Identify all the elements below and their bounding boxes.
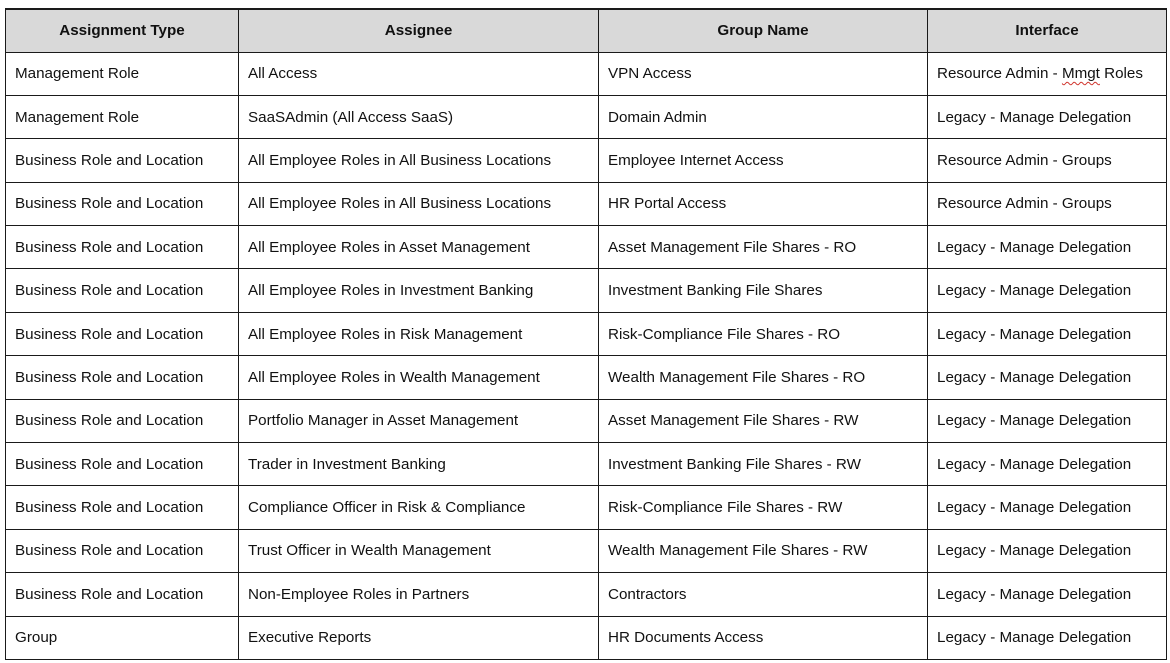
cell-interface: Legacy - Manage Delegation (928, 226, 1167, 269)
table-row (6, 443, 1167, 486)
cell-assignee: All Employee Roles in All Business Locations (239, 182, 599, 225)
cell-assignee: All Employee Roles in Wealth Management (239, 356, 599, 399)
cell-assignment-type: Business Role and Location (6, 312, 239, 355)
cell-assignment-type: Business Role and Location (6, 182, 239, 225)
cell-group-name: Domain Admin (599, 95, 928, 138)
cell-group-name: HR Documents Access (599, 616, 928, 659)
cell-interface: Legacy - Manage Delegation (928, 616, 1167, 659)
cell-group-name: Risk-Compliance File Shares - RO (599, 312, 928, 355)
cell-interface: Legacy - Manage Delegation (928, 529, 1167, 572)
cell-group-name: Contractors (599, 573, 928, 616)
cell-assignment-type: Business Role and Location (6, 139, 239, 182)
cell-assignee: All Employee Roles in Asset Management (239, 226, 599, 269)
cell-assignee: Executive Reports (239, 616, 599, 659)
cell-assignee: Non-Employee Roles in Partners (239, 573, 599, 616)
cell-interface: Resource Admin - Groups (928, 139, 1167, 182)
cell-assignee: All Employee Roles in Investment Banking (239, 269, 599, 312)
cell-assignee: All Employee Roles in All Business Locations (239, 139, 599, 182)
spellcheck-flagged-word: Mmgt (1061, 65, 1100, 83)
interface-suffix: Roles (1099, 65, 1143, 83)
cell-assignee: All Employee Roles in Risk Management (239, 312, 599, 355)
cell-interface: Legacy - Manage Delegation (928, 443, 1167, 486)
cell-group-name: Risk-Compliance File Shares - RW (599, 486, 928, 529)
cell-group-name: Wealth Management File Shares - RO (599, 356, 928, 399)
interface-prefix: Resource Admin - (937, 65, 1062, 83)
cell-assignee: Trader in Investment Banking (239, 443, 599, 486)
table-row (6, 616, 1167, 659)
assignments-table (5, 8, 1167, 660)
cell-assignee: Portfolio Manager in Asset Management (239, 399, 599, 442)
table-row (6, 486, 1167, 529)
cell-interface: Legacy - Manage Delegation (928, 312, 1167, 355)
cell-assignment-type: Business Role and Location (6, 486, 239, 529)
cell-interface: Resource Admin - Groups (928, 182, 1167, 225)
cell-group-name: VPN Access (599, 52, 928, 95)
cell-group-name: Asset Management File Shares - RW (599, 399, 928, 442)
cell-assignment-type: Business Role and Location (6, 443, 239, 486)
cell-assignment-type: Business Role and Location (6, 573, 239, 616)
cell-group-name: Employee Internet Access (599, 139, 928, 182)
cell-interface (928, 52, 1167, 95)
cell-assignee: SaaSAdmin (All Access SaaS) (239, 95, 599, 138)
cell-assignee: Trust Officer in Wealth Management (239, 529, 599, 572)
table-row (6, 399, 1167, 442)
cell-group-name: Investment Banking File Shares (599, 269, 928, 312)
cell-assignee: Compliance Officer in Risk & Compliance (239, 486, 599, 529)
cell-assignment-type: Group (6, 616, 239, 659)
cell-assignment-type: Business Role and Location (6, 226, 239, 269)
table-row (6, 573, 1167, 616)
cell-assignment-type: Management Role (6, 95, 239, 138)
table-row (6, 269, 1167, 312)
table-row (6, 52, 1167, 95)
cell-interface: Legacy - Manage Delegation (928, 573, 1167, 616)
table-row (6, 226, 1167, 269)
cell-interface: Legacy - Manage Delegation (928, 486, 1167, 529)
header-group-name: Group Name (599, 9, 928, 52)
table-row (6, 529, 1167, 572)
header-assignment-type: Assignment Type (6, 9, 239, 52)
assignments-table-container (5, 8, 1167, 660)
cell-assignment-type: Business Role and Location (6, 356, 239, 399)
cell-group-name: Investment Banking File Shares - RW (599, 443, 928, 486)
cell-assignment-type: Business Role and Location (6, 269, 239, 312)
table-row (6, 356, 1167, 399)
cell-group-name: HR Portal Access (599, 182, 928, 225)
cell-interface: Legacy - Manage Delegation (928, 399, 1167, 442)
table-row (6, 312, 1167, 355)
table-header-row (6, 9, 1167, 52)
cell-assignee: All Access (239, 52, 599, 95)
table-row (6, 139, 1167, 182)
cell-interface: Legacy - Manage Delegation (928, 269, 1167, 312)
cell-interface: Legacy - Manage Delegation (928, 95, 1167, 138)
table-row (6, 182, 1167, 225)
cell-assignment-type: Management Role (6, 52, 239, 95)
cell-assignment-type: Business Role and Location (6, 399, 239, 442)
cell-interface: Legacy - Manage Delegation (928, 356, 1167, 399)
cell-group-name: Asset Management File Shares - RO (599, 226, 928, 269)
table-row (6, 95, 1167, 138)
cell-assignment-type: Business Role and Location (6, 529, 239, 572)
header-interface: Interface (928, 9, 1167, 52)
cell-group-name: Wealth Management File Shares - RW (599, 529, 928, 572)
header-assignee: Assignee (239, 9, 599, 52)
